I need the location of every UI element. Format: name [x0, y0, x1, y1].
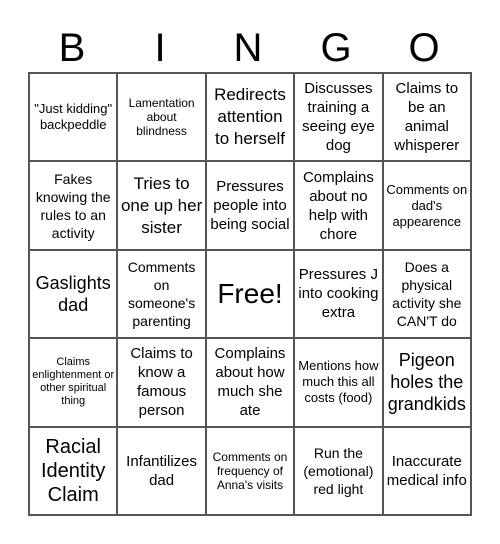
bingo-cell[interactable] [117, 73, 205, 161]
header-letter-o: O [408, 26, 440, 70]
bingo-cell[interactable] [294, 73, 382, 161]
bingo-cell[interactable] [29, 161, 117, 249]
cell-text: Comments on frequency of Anna's visits [212, 449, 288, 492]
bingo-cell[interactable] [206, 427, 294, 515]
header-letter-b: B [58, 26, 86, 70]
bingo-grid [28, 72, 472, 516]
header-letter-i: I [154, 26, 166, 70]
cell-text: Infantilizes dad [126, 452, 198, 489]
bingo-cell[interactable] [294, 161, 382, 249]
cell-text: Does a physical activity she CAN'T do [392, 258, 462, 329]
cell-text: "Just kidding" backpeddle [34, 101, 113, 133]
bingo-cell[interactable] [206, 161, 294, 249]
bingo-cell[interactable] [117, 161, 205, 249]
cell-text: Claims to be an animal whisperer [394, 80, 460, 155]
cell-text: Inaccurate medical info [386, 452, 467, 489]
header-letter-g: G [320, 26, 352, 70]
cell-text: Fakes knowing the rules to an activity [35, 170, 111, 241]
cell-text: Complains about how much she ate [214, 345, 286, 420]
cell-text: Pigeon holes the grandkids [387, 350, 466, 415]
header-letter-n: N [233, 26, 263, 70]
cell-text: Tries to one up her sister [120, 173, 203, 237]
bingo-header [28, 24, 468, 72]
cell-text: Run the (emotional) red light [303, 444, 374, 497]
bingo-cell[interactable] [117, 427, 205, 515]
cell-text: Lamentation about blindness [128, 96, 195, 139]
bingo-cell[interactable] [383, 427, 471, 515]
bingo-cell[interactable] [29, 338, 117, 426]
bingo-cell[interactable] [29, 73, 117, 161]
bingo-cell[interactable] [294, 338, 382, 426]
bingo-cell[interactable] [383, 338, 471, 426]
cell-text: Mentions how much this all costs (food) [298, 358, 379, 406]
bingo-cell[interactable] [383, 73, 471, 161]
cell-text: Claims to know a famous person [130, 345, 193, 420]
cell-text: Complains about no help with chore [302, 168, 374, 243]
cell-text: Redirects attention to herself [214, 85, 286, 149]
bingo-cell-free[interactable] [206, 250, 294, 338]
cell-text: Comments on dad's appearence [386, 181, 468, 229]
cell-text: Pressures J into cooking extra [298, 266, 379, 322]
bingo-cell[interactable] [29, 427, 117, 515]
bingo-cell[interactable] [29, 250, 117, 338]
free-space-text: Free! [217, 277, 283, 309]
bingo-cell[interactable] [294, 250, 382, 338]
cell-text: Claims enlightenment or other spiritual thing [32, 356, 115, 408]
cell-text: Pressures people into being social [210, 178, 290, 234]
bingo-cell[interactable] [117, 250, 205, 338]
bingo-cell[interactable] [294, 427, 382, 515]
cell-text: Discusses training a seeing eye dog [302, 80, 375, 155]
cell-text: Racial Identity Claim [40, 435, 106, 506]
cell-text: Comments on someone's parenting [127, 258, 196, 329]
bingo-cell[interactable] [206, 73, 294, 161]
bingo-cell[interactable] [383, 161, 471, 249]
bingo-cell[interactable] [206, 338, 294, 426]
bingo-cell[interactable] [117, 338, 205, 426]
bingo-cell[interactable] [383, 250, 471, 338]
cell-text: Gaslights dad [35, 272, 111, 315]
